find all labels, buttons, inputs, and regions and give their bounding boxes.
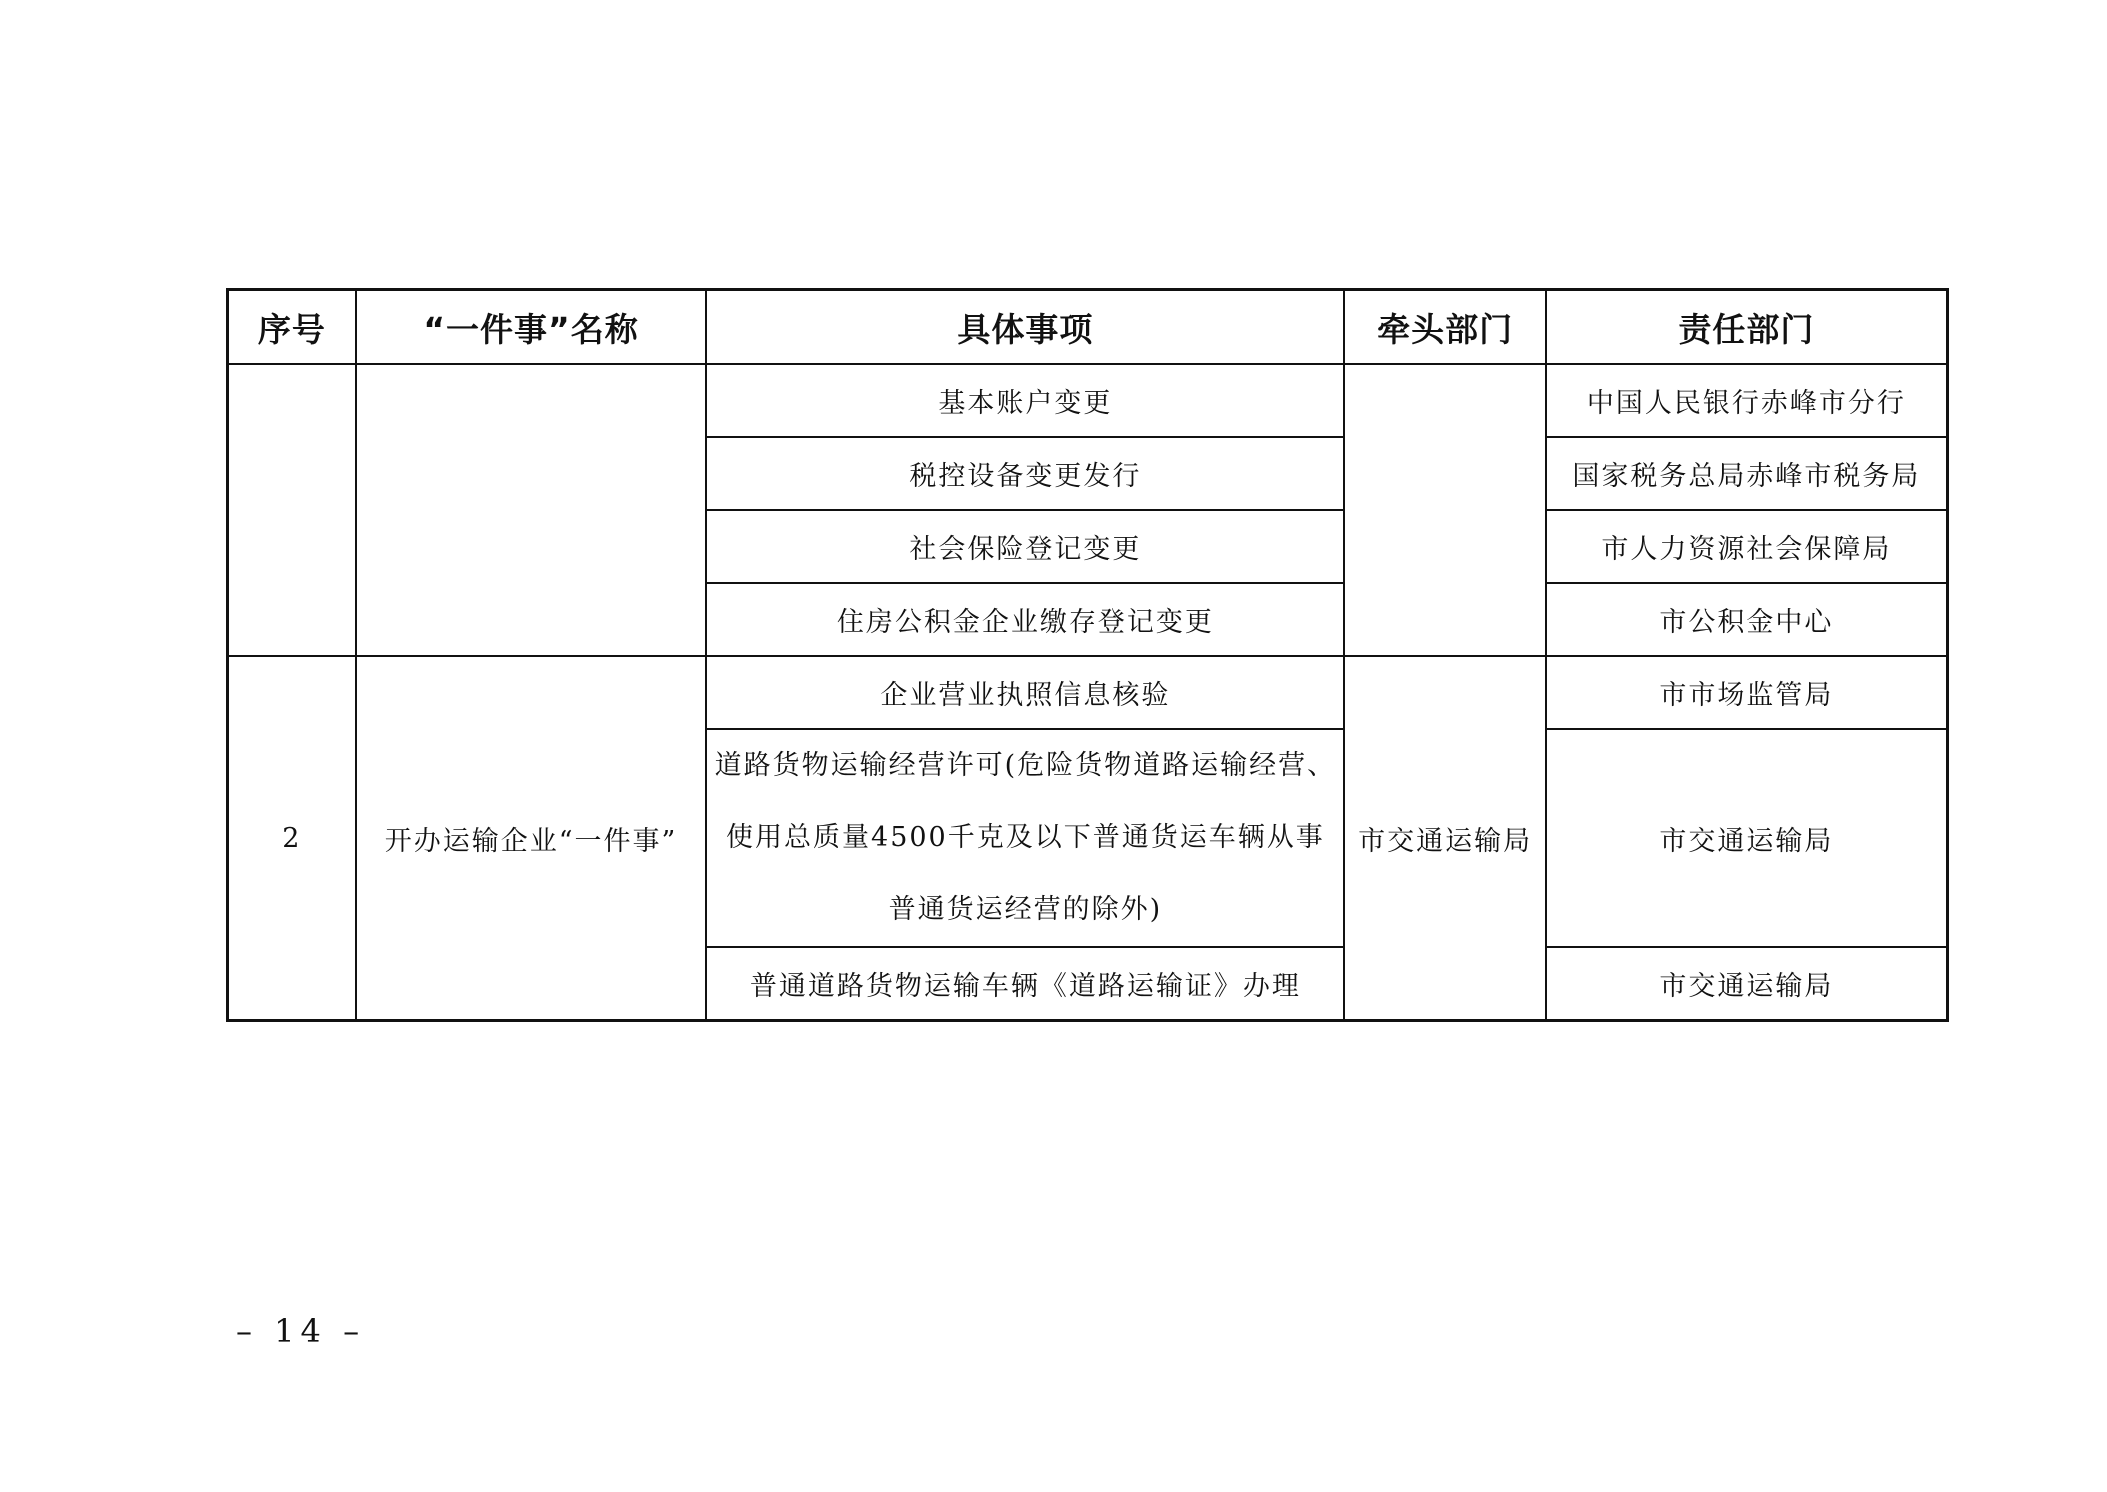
item-cell: 道路货物运输经营许可(危险货物道路运输经营、使用总质量4500千克及以下普通货运车辆从事普通货运经营的除外) [706,729,1344,947]
header-matter-name: “一件事”名称 [356,290,707,365]
dept-cell: 市人力资源社会保障局 [1546,510,1948,583]
item-cell: 税控设备变更发行 [706,437,1344,510]
lead-dept-cell [1344,364,1545,656]
table-row [228,364,1948,437]
item-cell: 住房公积金企业缴存登记变更 [706,583,1344,656]
matter-name-cell: 开办运输企业“一件事” [356,656,707,1021]
table-row [228,656,1948,729]
item-cell: 基本账户变更 [706,364,1344,437]
page-number: – 14 – [236,1312,366,1350]
item-cell: 普通道路货物运输车辆《道路运输证》办理 [706,947,1344,1021]
header-row [228,290,1948,365]
matter-name-cell [356,364,707,656]
dept-cell: 国家税务总局赤峰市税务局 [1546,437,1948,510]
dept-cell: 市交通运输局 [1546,729,1948,947]
matters-table [226,288,1949,1022]
header-responsible-dept: 责任部门 [1546,290,1948,365]
header-seq: 序号 [228,290,356,365]
dept-cell: 市交通运输局 [1546,947,1948,1021]
dept-cell: 市公积金中心 [1546,583,1948,656]
dept-cell: 中国人民银行赤峰市分行 [1546,364,1948,437]
lead-dept-cell: 市交通运输局 [1344,656,1545,1021]
item-cell: 企业营业执照信息核验 [706,656,1344,729]
header-specific-items: 具体事项 [706,290,1344,365]
item-cell: 社会保险登记变更 [706,510,1344,583]
seq-cell [228,364,356,656]
dept-cell: 市市场监管局 [1546,656,1948,729]
seq-cell: 2 [228,656,356,1021]
header-lead-dept: 牵头部门 [1344,290,1545,365]
